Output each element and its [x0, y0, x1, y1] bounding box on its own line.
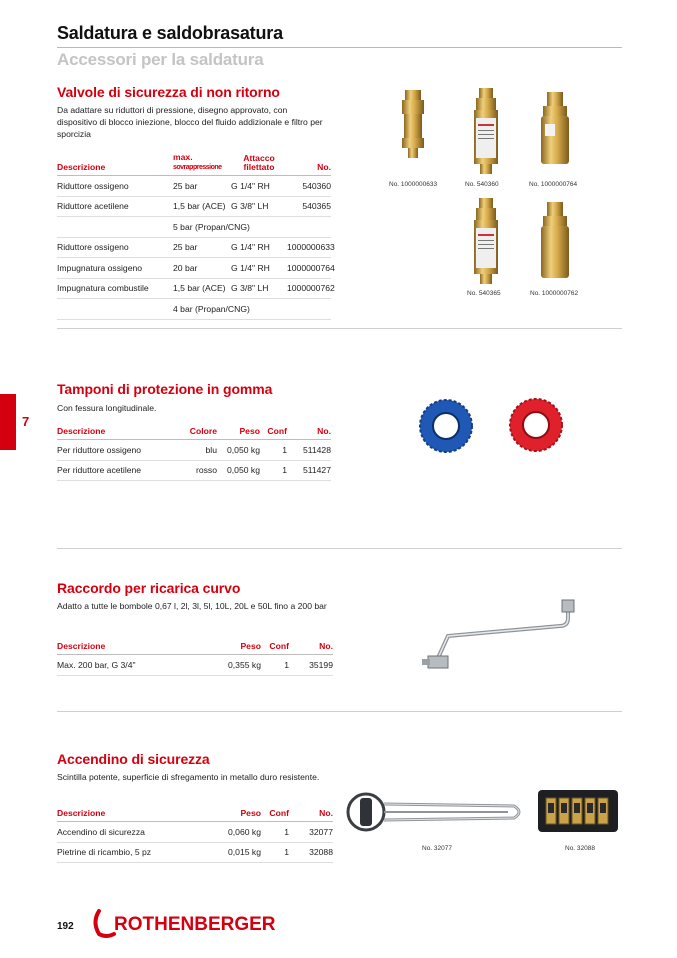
col-conf: Conf [269, 808, 289, 818]
flint-slot [561, 803, 567, 813]
table-raccordo [57, 640, 333, 676]
section-divider [57, 548, 622, 549]
flint-slot [587, 803, 593, 813]
table-header [57, 807, 333, 822]
cell-peso: 0,050 kg [227, 444, 260, 455]
chapter-number: 7 [22, 414, 30, 429]
col-no: No. [317, 426, 331, 436]
logo-wordmark: ROTHENBERGER [114, 914, 276, 935]
safety-lighter-image [344, 786, 528, 840]
col-attacco-line1: Attacco [243, 153, 275, 163]
page-number: 192 [57, 921, 74, 932]
section-title-valvole: Valvole di sicurezza di non ritorno [57, 84, 280, 100]
caption-valve-1000000633: No. 1000000633 [389, 181, 438, 188]
page-title: Saldatura e saldobrasatura [57, 23, 283, 43]
valve-images [385, 84, 625, 314]
caption-valve-540360: No. 540360 [465, 181, 499, 188]
col-peso: Peso [240, 641, 261, 651]
cell-no: 511428 [302, 444, 331, 455]
caption-valve-540365: No. 540365 [467, 290, 501, 297]
col-no: No. [319, 808, 333, 818]
chapter-tab [0, 394, 16, 450]
cell-conf: 1 [284, 826, 289, 837]
valve-540360-image [474, 88, 498, 174]
table-row [57, 238, 335, 259]
cell-descrizione: Riduttore acetilene [57, 201, 129, 212]
cell-descrizione: Per riduttore acetilene [57, 465, 142, 476]
cell-attacco: G 1/4" RH [231, 180, 270, 191]
col-max-line1: max. [173, 152, 193, 162]
col-attacco-line2: filettato [243, 162, 275, 172]
section-title-tamponi: Tamponi di protezione in gomma [57, 381, 273, 397]
col-conf: Conf [267, 426, 287, 436]
table-row [57, 843, 333, 864]
cell-peso: 0,060 kg [228, 826, 261, 837]
cell-no: 1000000764 [287, 262, 335, 273]
cell-no: 511427 [302, 465, 331, 476]
section-title-accendino: Accendino di sicurezza [57, 751, 210, 767]
caption-valve-1000000762: No. 1000000762 [530, 290, 579, 297]
col-max [173, 153, 231, 172]
cell-conf: 1 [282, 444, 287, 455]
page-subtitle: Accessori per la saldatura [57, 50, 264, 69]
cell-attacco: G 3/8" LH [231, 201, 269, 212]
section-divider [57, 328, 622, 329]
cell-attacco: G 1/4" RH [231, 242, 270, 253]
table-row [57, 197, 331, 218]
valve-1000000762-image [541, 202, 569, 278]
caption-lighter: No. 32077 [422, 845, 452, 852]
table-accendino [57, 807, 333, 863]
section-desc-tamponi: Con fessura longitudinale. [57, 403, 157, 413]
cell-descrizione: Pietrine di ricambio, 5 pz [57, 847, 152, 858]
cell-descrizione: Riduttore ossigeno [57, 180, 129, 191]
valve-540365-image [474, 198, 498, 284]
cell-pressione: 4 bar (Propan/CNG) [173, 303, 250, 314]
cell-no: 35199 [309, 659, 333, 670]
col-descrizione: Descrizione [57, 808, 106, 818]
rubber-caps-image [418, 398, 578, 458]
caption-flints: No. 32088 [565, 845, 595, 852]
col-descrizione: Descrizione [57, 426, 106, 436]
cell-conf: 1 [284, 847, 289, 858]
cell-colore: rosso [195, 465, 217, 476]
section-divider [57, 711, 622, 712]
col-attacco [231, 154, 287, 172]
cell-pressione: 20 bar [173, 262, 198, 273]
section-title-raccordo: Raccordo per ricarica curvo [57, 580, 241, 596]
table-row [57, 299, 331, 320]
caption-valve-1000000764: No. 1000000764 [529, 181, 578, 188]
table-header [57, 425, 331, 440]
cell-descrizione: Accendino di sicurezza [57, 826, 145, 837]
col-no: No. [317, 162, 331, 172]
rothenberger-logo [90, 908, 295, 938]
table-header [57, 640, 333, 655]
table-row [57, 655, 333, 676]
col-conf: Conf [269, 641, 289, 651]
cell-descrizione: Impugnatura combustile [57, 283, 149, 294]
cell-pressione: 25 bar [173, 242, 198, 253]
cell-no: 32088 [309, 847, 333, 858]
flint-slot [574, 803, 580, 813]
blue-cap-image [420, 400, 472, 452]
table-row [57, 258, 335, 279]
table-header [57, 152, 331, 176]
cell-pressione: 25 bar [173, 180, 198, 191]
table-row [57, 440, 331, 461]
cell-no: 540360 [302, 180, 331, 191]
section-desc-raccordo: Adatto a tutte le bombole 0,67 l, 2l, 3l, 5l, 10L, 20L e 50L fino a 200 bar [57, 601, 327, 611]
cell-colore: blu [205, 444, 217, 455]
cell-pressione: 1,5 bar (ACE) [173, 283, 226, 294]
col-descrizione: Descrizione [57, 162, 106, 172]
title-rule [57, 47, 622, 48]
table-row [57, 279, 335, 300]
col-colore: Colore [189, 426, 217, 436]
cell-descrizione: Impugnatura ossigeno [57, 262, 143, 273]
col-no: No. [319, 641, 333, 651]
cell-no: 1000000762 [287, 283, 335, 294]
table-row [57, 461, 331, 482]
valve-1000000764-image [541, 92, 569, 164]
col-descrizione: Descrizione [57, 641, 106, 651]
cell-no: 32077 [309, 826, 333, 837]
cell-conf: 1 [284, 659, 289, 670]
table-row [57, 176, 331, 197]
table-row [57, 822, 333, 843]
cell-descrizione: Per riduttore ossigeno [57, 444, 142, 455]
cell-peso: 0,050 kg [227, 465, 260, 476]
cell-no: 1000000633 [287, 242, 335, 253]
spare-flints-image [538, 790, 618, 832]
flint-slot [600, 803, 606, 813]
cell-conf: 1 [282, 465, 287, 476]
cell-descrizione: Riduttore ossigeno [57, 242, 129, 253]
cell-attacco: G 1/4" RH [231, 262, 270, 273]
section-desc-valvole: Da adattare su riduttori di pressione, disegno approvato, con dispositivo di blocco iniezione, blocco del fluido addizionale e filtro per sporcizia [57, 105, 323, 139]
table-row [57, 217, 331, 238]
refill-adapter-image [420, 596, 582, 678]
valve-1000000633-image [402, 90, 424, 158]
cell-pressione: 1,5 bar (ACE) [173, 201, 226, 212]
col-peso: Peso [239, 426, 260, 436]
section-desc-accendino: Scintilla potente, superficie di sfregamento in metallo duro resistente. [57, 772, 320, 782]
cell-peso: 0,015 kg [228, 847, 261, 858]
cell-peso: 0,355 kg [228, 659, 261, 670]
cell-pressione: 5 bar (Propan/CNG) [173, 221, 250, 232]
cell-no: 540365 [302, 201, 331, 212]
flint-slot [548, 803, 554, 813]
table-tamponi [57, 425, 331, 481]
cell-descrizione: Max. 200 bar, G 3/4" [57, 659, 136, 670]
table-valvole [57, 152, 335, 320]
cell-attacco: G 3/8" LH [231, 283, 269, 294]
red-cap-image [510, 399, 562, 451]
col-peso: Peso [240, 808, 261, 818]
col-max-line2: sovrappressione [173, 164, 222, 171]
